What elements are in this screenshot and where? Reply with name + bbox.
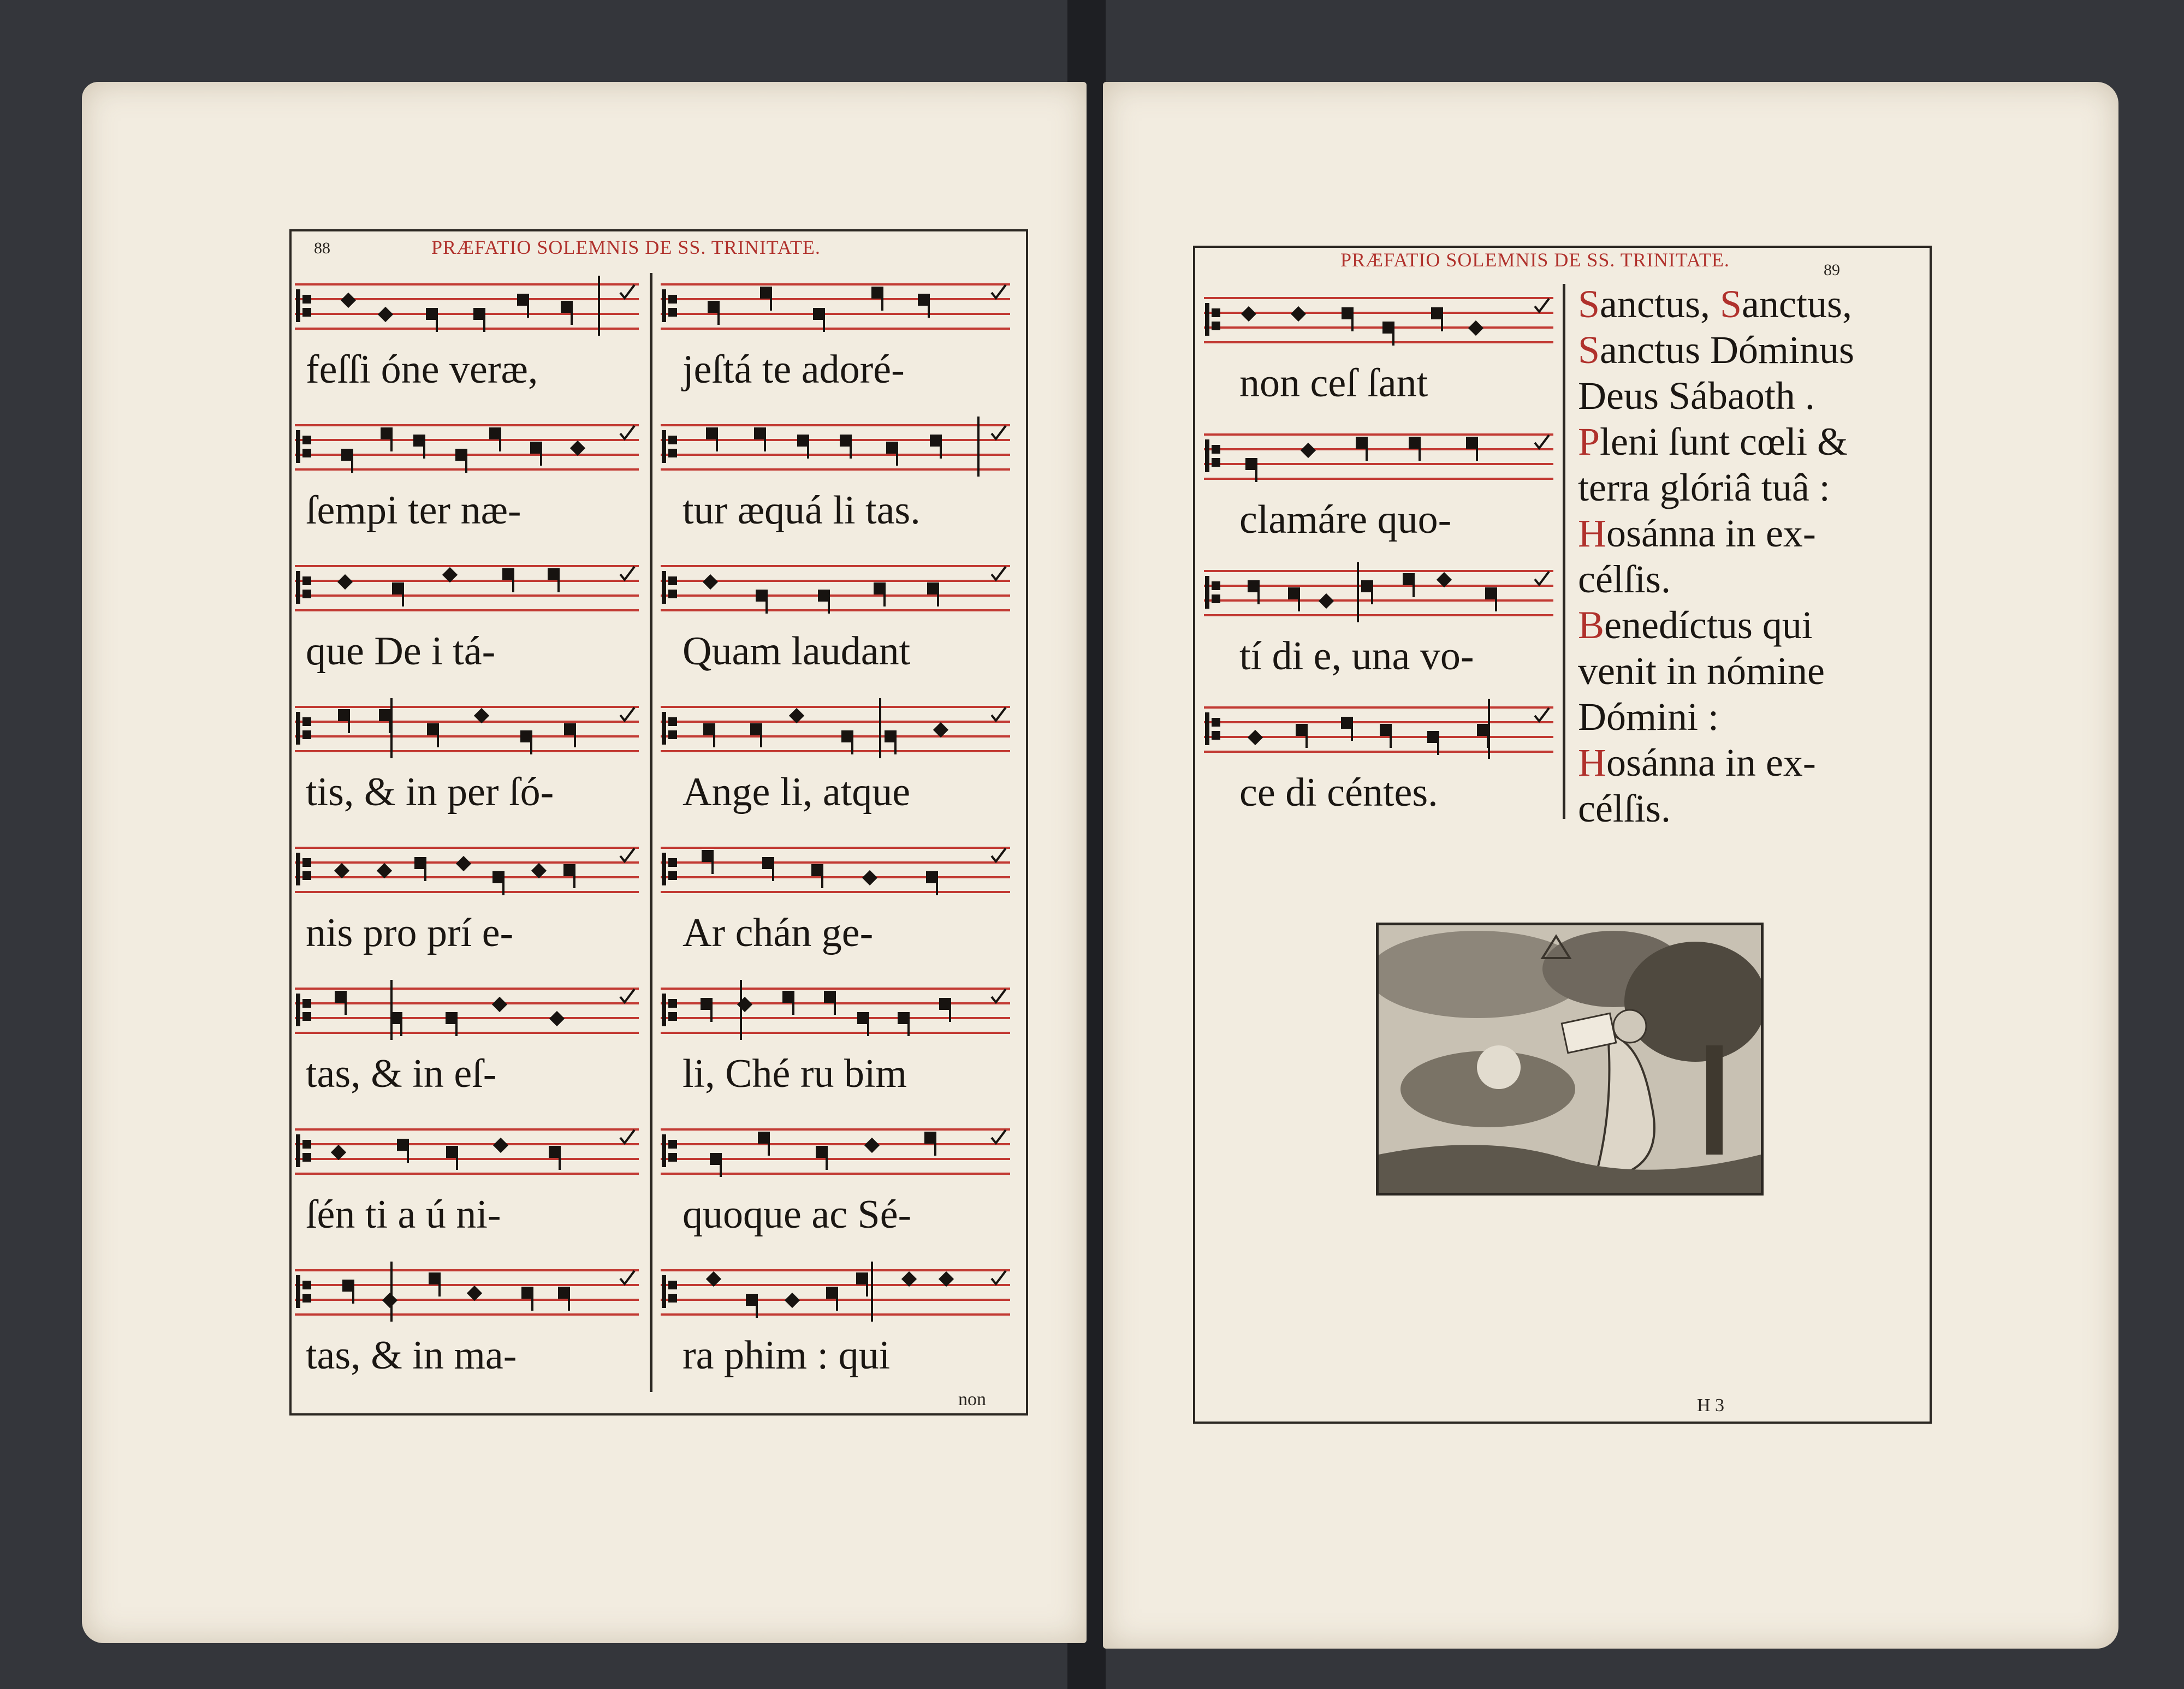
rubric-initial: S xyxy=(1578,328,1600,372)
note-stem xyxy=(573,872,575,888)
diamond-note-icon xyxy=(1319,593,1334,609)
custos-icon xyxy=(1534,434,1550,450)
staff-line xyxy=(661,424,1010,426)
note-stem xyxy=(559,1153,561,1170)
note-stem xyxy=(571,308,573,325)
staff-line xyxy=(661,988,1010,990)
lyric-line: Ar chán ge- xyxy=(682,911,874,955)
note-stem xyxy=(438,1280,441,1297)
music-staff xyxy=(295,980,639,1040)
catchword: non xyxy=(958,1389,986,1410)
staff-line xyxy=(295,988,639,990)
custos-icon xyxy=(619,1129,636,1145)
note-stem xyxy=(499,435,501,451)
staff-line xyxy=(295,876,639,878)
staff-line xyxy=(1204,706,1553,709)
note-stem xyxy=(1351,724,1353,741)
note-stem xyxy=(574,731,576,747)
staff-line xyxy=(661,706,1010,708)
rubric-initial: P xyxy=(1578,420,1600,463)
note-stem xyxy=(1366,444,1368,461)
staff-line xyxy=(1204,341,1553,343)
staff-line xyxy=(295,594,639,597)
sanctus-line xyxy=(1578,465,1830,510)
verse-text: Deus Sábaoth . xyxy=(1578,374,1815,418)
sanctus-line xyxy=(1578,602,1813,648)
staff-line xyxy=(295,1269,639,1271)
staff-line xyxy=(295,1032,639,1034)
clef-icon xyxy=(296,1275,312,1308)
staff-line xyxy=(295,1313,639,1316)
note-stem xyxy=(850,442,852,459)
music-staff xyxy=(295,557,639,617)
clef-icon xyxy=(662,1275,678,1308)
lyric-line: tí di e, una vo- xyxy=(1239,634,1474,679)
diamond-note-icon xyxy=(1468,320,1483,336)
note-stem xyxy=(456,1153,458,1170)
custos-icon xyxy=(619,847,636,864)
clef-icon xyxy=(662,1134,678,1167)
note-stem xyxy=(881,294,883,311)
note-stem xyxy=(937,590,939,606)
clef-icon xyxy=(296,1134,312,1167)
diamond-note-icon xyxy=(702,574,717,590)
music-staff xyxy=(661,839,1010,899)
staff-line xyxy=(661,750,1010,752)
staff-line xyxy=(295,847,639,849)
verse-text: célſis. xyxy=(1578,787,1671,830)
music-staff xyxy=(661,557,1010,617)
right-column-divider xyxy=(1563,284,1565,819)
rubric-initial: H xyxy=(1578,512,1606,555)
right-running-head: PRÆFATIO SOLEMNIS DE SS. TRINITATE. xyxy=(1340,249,1730,271)
staff-line xyxy=(661,1313,1010,1316)
note-stem xyxy=(348,717,350,733)
note-stem xyxy=(934,1139,936,1156)
note-stem xyxy=(894,738,897,754)
bar-line xyxy=(598,276,600,336)
note-stem xyxy=(1392,329,1394,346)
staff-line xyxy=(295,439,639,441)
note-stem xyxy=(1371,588,1373,604)
note-stem xyxy=(531,1294,533,1311)
diamond-note-icon xyxy=(549,1011,565,1026)
staff-line xyxy=(295,891,639,893)
lyric-line: tas, & in ma- xyxy=(306,1333,517,1378)
staff-line xyxy=(295,1017,639,1019)
note-stem xyxy=(710,1006,713,1022)
staff-line xyxy=(295,1158,639,1160)
clef-icon xyxy=(662,571,678,604)
lyric-line: Ange li, atque xyxy=(682,770,911,814)
note-stem xyxy=(851,738,853,754)
clef-icon xyxy=(296,430,312,463)
verse-text: anctus, xyxy=(1742,282,1852,326)
lyric-line: tur æquá li tas. xyxy=(682,488,921,533)
clef-icon xyxy=(1205,439,1221,472)
sanctus-line xyxy=(1578,419,1848,465)
verse-text: célſis. xyxy=(1578,557,1671,601)
custos-icon xyxy=(1534,298,1550,314)
lyric-line: que De i tá- xyxy=(306,629,496,674)
staff-line xyxy=(295,283,639,286)
note-stem xyxy=(716,435,718,451)
note-stem xyxy=(1305,731,1308,748)
music-staff xyxy=(295,1262,639,1322)
note-stem xyxy=(1390,731,1392,748)
sanctus-line xyxy=(1578,694,1719,740)
note-stem xyxy=(352,1287,354,1304)
rubric-initial: S xyxy=(1578,282,1600,326)
verse-text: venit in nómine xyxy=(1578,649,1825,693)
note-stem xyxy=(807,442,809,459)
staff-line xyxy=(661,454,1010,456)
bar-line xyxy=(390,1262,393,1322)
note-stem xyxy=(557,576,560,592)
note-stem xyxy=(717,308,720,325)
note-stem xyxy=(1495,595,1497,611)
note-stem xyxy=(1476,444,1478,461)
note-stem xyxy=(351,456,353,473)
note-stem xyxy=(423,442,425,459)
verse-text: Dómini : xyxy=(1578,695,1719,739)
note-stem xyxy=(713,731,715,747)
sanctus-line xyxy=(1578,373,1815,419)
note-stem xyxy=(407,1146,409,1163)
music-staff xyxy=(1204,426,1553,486)
staff-line xyxy=(295,706,639,708)
clef-icon xyxy=(662,712,678,745)
lyric-line: tas, & in eſ- xyxy=(306,1051,497,1096)
staff-line xyxy=(295,1143,639,1145)
note-stem xyxy=(1437,739,1439,755)
verse-text: anctus, xyxy=(1600,282,1720,326)
note-stem xyxy=(455,1020,458,1036)
music-staff xyxy=(295,417,639,477)
diamond-note-icon xyxy=(456,856,471,871)
clef-icon xyxy=(1205,576,1221,609)
lyric-line: non ceſ ſant xyxy=(1239,361,1428,406)
note-stem xyxy=(1298,595,1300,611)
note-stem xyxy=(821,872,823,888)
note-stem xyxy=(940,442,942,459)
lyric-line: feſſi óne veræ, xyxy=(306,347,538,392)
lyric-line: ra phim : qui xyxy=(682,1333,891,1378)
staff-line xyxy=(661,594,1010,597)
diamond-note-icon xyxy=(864,1138,879,1153)
note-stem xyxy=(402,590,404,606)
clef-icon xyxy=(296,994,312,1026)
music-staff xyxy=(295,698,639,758)
bar-line xyxy=(390,698,393,758)
diamond-note-icon xyxy=(1301,443,1316,458)
diamond-note-icon xyxy=(492,1138,508,1153)
note-stem xyxy=(907,1020,910,1036)
staff-line xyxy=(661,721,1010,723)
note-stem xyxy=(792,998,794,1015)
note-stem xyxy=(1413,581,1415,597)
diamond-note-icon xyxy=(1291,306,1306,322)
note-stem xyxy=(772,865,774,881)
clef-icon xyxy=(662,289,678,322)
staff-line xyxy=(661,1017,1010,1019)
note-stem xyxy=(1441,315,1443,331)
staff-line xyxy=(295,313,639,315)
diamond-note-icon xyxy=(785,1293,800,1308)
music-staff xyxy=(1204,289,1553,349)
music-staff xyxy=(661,276,1010,336)
staff-line xyxy=(661,313,1010,315)
staff-line xyxy=(661,565,1010,567)
note-stem xyxy=(867,1020,869,1036)
verse-text: osánna in ex- xyxy=(1606,512,1816,555)
music-staff xyxy=(295,839,639,899)
music-staff xyxy=(1204,562,1553,622)
lyric-line: clamáre quo- xyxy=(1239,497,1452,542)
music-staff xyxy=(661,698,1010,758)
staff-line xyxy=(661,847,1010,849)
note-stem xyxy=(400,1020,402,1036)
note-stem xyxy=(527,301,529,318)
custos-icon xyxy=(990,988,1007,1004)
staff-line xyxy=(661,468,1010,471)
lyric-line: ſempi ter næ- xyxy=(306,488,521,533)
staff-line xyxy=(295,1128,639,1131)
custos-icon xyxy=(990,284,1007,300)
custos-icon xyxy=(990,706,1007,723)
staff-line xyxy=(1204,614,1553,616)
note-stem xyxy=(936,879,938,895)
staff-line xyxy=(1204,721,1553,723)
bar-line xyxy=(879,698,881,758)
staff-line xyxy=(661,1143,1010,1145)
lyric-line: Quam laudant xyxy=(682,629,911,674)
staff-line xyxy=(661,609,1010,611)
staff-line xyxy=(661,891,1010,893)
note-stem xyxy=(928,301,930,318)
right-page-number: 89 xyxy=(1824,261,1840,279)
staff-line xyxy=(1204,297,1553,299)
lyric-line: ce di céntes. xyxy=(1239,770,1438,815)
diamond-note-icon xyxy=(862,870,877,885)
custos-icon xyxy=(619,1270,636,1286)
note-stem xyxy=(568,1294,570,1311)
custos-icon xyxy=(619,284,636,300)
bar-line xyxy=(390,980,393,1040)
bar-line xyxy=(740,980,742,1040)
sanctus-line xyxy=(1578,648,1825,694)
staff-line xyxy=(661,283,1010,286)
note-stem xyxy=(720,1161,722,1177)
staff-line xyxy=(295,1173,639,1175)
custos-icon xyxy=(990,1129,1007,1145)
signature-mark: H 3 xyxy=(1697,1395,1725,1416)
note-stem xyxy=(390,435,393,451)
sanctus-line xyxy=(1578,510,1816,556)
note-stem xyxy=(1255,466,1257,482)
music-staff xyxy=(661,1262,1010,1322)
clef-icon xyxy=(662,994,678,1026)
staff-line xyxy=(1204,570,1553,572)
note-stem xyxy=(437,731,439,747)
note-stem xyxy=(760,731,762,747)
staff-line xyxy=(661,1128,1010,1131)
staff-line xyxy=(295,328,639,330)
lyric-line: li, Ché ru bim xyxy=(682,1051,907,1096)
note-stem xyxy=(1351,315,1354,331)
note-stem xyxy=(764,435,766,451)
music-staff xyxy=(661,1121,1010,1181)
sanctus-line xyxy=(1578,281,1852,327)
clef-icon xyxy=(662,853,678,885)
music-staff xyxy=(661,980,1010,1040)
staff-line xyxy=(661,876,1010,878)
custos-icon xyxy=(990,425,1007,441)
verse-text: terra glóriâ tuâ : xyxy=(1578,466,1830,509)
note-stem xyxy=(836,1294,838,1311)
sanctus-line xyxy=(1578,740,1816,786)
rubric-initial: B xyxy=(1578,603,1605,647)
diamond-note-icon xyxy=(737,997,752,1012)
staff-line xyxy=(661,328,1010,330)
bar-line xyxy=(871,1262,873,1322)
custos-icon xyxy=(990,566,1007,582)
note-stem xyxy=(1257,588,1260,604)
note-stem xyxy=(483,316,485,332)
bar-line xyxy=(1357,562,1359,622)
rubric-initial: S xyxy=(1719,282,1742,326)
diamond-note-icon xyxy=(1248,730,1263,745)
lyric-line: tis, & in per ſó- xyxy=(306,770,554,814)
staff-line xyxy=(1204,326,1553,329)
note-stem xyxy=(1419,444,1421,461)
note-stem xyxy=(465,456,467,473)
custos-icon xyxy=(619,988,636,1004)
diamond-note-icon xyxy=(341,293,356,308)
staff-line xyxy=(1204,599,1553,602)
note-stem xyxy=(540,449,542,466)
engraving-image xyxy=(1379,925,1761,1193)
custos-icon xyxy=(619,706,636,723)
left-column-divider xyxy=(650,273,652,1392)
lyric-line: jeſtá te adoré- xyxy=(682,347,905,392)
verse-text: leni ſunt cœli & xyxy=(1600,420,1848,463)
lyric-line: nis pro prí e- xyxy=(306,911,514,955)
bar-line xyxy=(977,417,980,477)
staff-line xyxy=(661,1032,1010,1034)
note-stem xyxy=(768,1139,770,1156)
left-running-head: PRÆFATIO SOLEMNIS DE SS. TRINITATE. xyxy=(431,236,821,258)
staff-line xyxy=(295,424,639,426)
staff-line xyxy=(295,735,639,738)
custos-icon xyxy=(990,847,1007,864)
bar-line xyxy=(1488,699,1490,759)
clef-icon xyxy=(296,853,312,885)
clef-icon xyxy=(296,712,312,745)
note-stem xyxy=(896,449,898,466)
note-stem xyxy=(826,1153,828,1170)
custos-icon xyxy=(1534,707,1550,723)
diamond-note-icon xyxy=(378,307,393,322)
staff-line xyxy=(661,298,1010,300)
rubric-initial: H xyxy=(1578,741,1606,784)
lyric-line: quoque ac Sé- xyxy=(682,1192,912,1237)
note-stem xyxy=(711,858,714,874)
music-staff xyxy=(295,276,639,336)
verse-text: enedíctus qui xyxy=(1604,603,1813,647)
staff-line xyxy=(295,1299,639,1301)
staff-line xyxy=(295,609,639,611)
verse-text: anctus Dóminus xyxy=(1600,328,1855,372)
staff-line xyxy=(295,750,639,752)
verse-text: osánna in ex- xyxy=(1606,741,1816,784)
note-stem xyxy=(828,597,830,614)
clef-icon xyxy=(662,430,678,463)
clef-icon xyxy=(296,571,312,604)
music-staff xyxy=(661,417,1010,477)
custos-icon xyxy=(1534,570,1550,587)
note-stem xyxy=(530,738,532,754)
staff-line xyxy=(1204,448,1553,450)
clef-icon xyxy=(1205,303,1221,336)
diamond-note-icon xyxy=(1241,306,1256,322)
note-stem xyxy=(770,294,772,311)
note-stem xyxy=(949,1006,951,1022)
note-stem xyxy=(883,590,886,606)
note-stem xyxy=(866,1280,868,1297)
sanctus-line xyxy=(1578,786,1671,831)
diamond-note-icon xyxy=(337,574,353,590)
note-stem xyxy=(345,998,347,1015)
note-stem xyxy=(436,316,438,332)
music-staff xyxy=(1204,699,1553,759)
engraving-illustration xyxy=(1376,923,1764,1196)
custos-icon xyxy=(990,1270,1007,1286)
custos-icon xyxy=(619,425,636,441)
sanctus-line xyxy=(1578,556,1671,602)
note-stem xyxy=(823,316,825,332)
note-stem xyxy=(756,1301,758,1318)
sanctus-line xyxy=(1578,327,1854,373)
note-stem xyxy=(765,597,768,614)
note-stem xyxy=(424,865,426,881)
diamond-note-icon xyxy=(492,997,507,1012)
note-stem xyxy=(834,998,836,1015)
staff-line xyxy=(1204,751,1553,753)
custos-icon xyxy=(619,566,636,582)
note-stem xyxy=(512,576,514,592)
staff-line xyxy=(661,1173,1010,1175)
staff-line xyxy=(295,565,639,567)
note-stem xyxy=(502,879,505,895)
music-staff xyxy=(295,1121,639,1181)
left-page-number: 88 xyxy=(314,239,330,257)
staff-line xyxy=(1204,433,1553,436)
clef-icon xyxy=(296,289,312,322)
clef-icon xyxy=(1205,712,1221,745)
diamond-note-icon xyxy=(382,1293,397,1308)
lyric-line: ſén ti a ú ni- xyxy=(306,1192,501,1237)
